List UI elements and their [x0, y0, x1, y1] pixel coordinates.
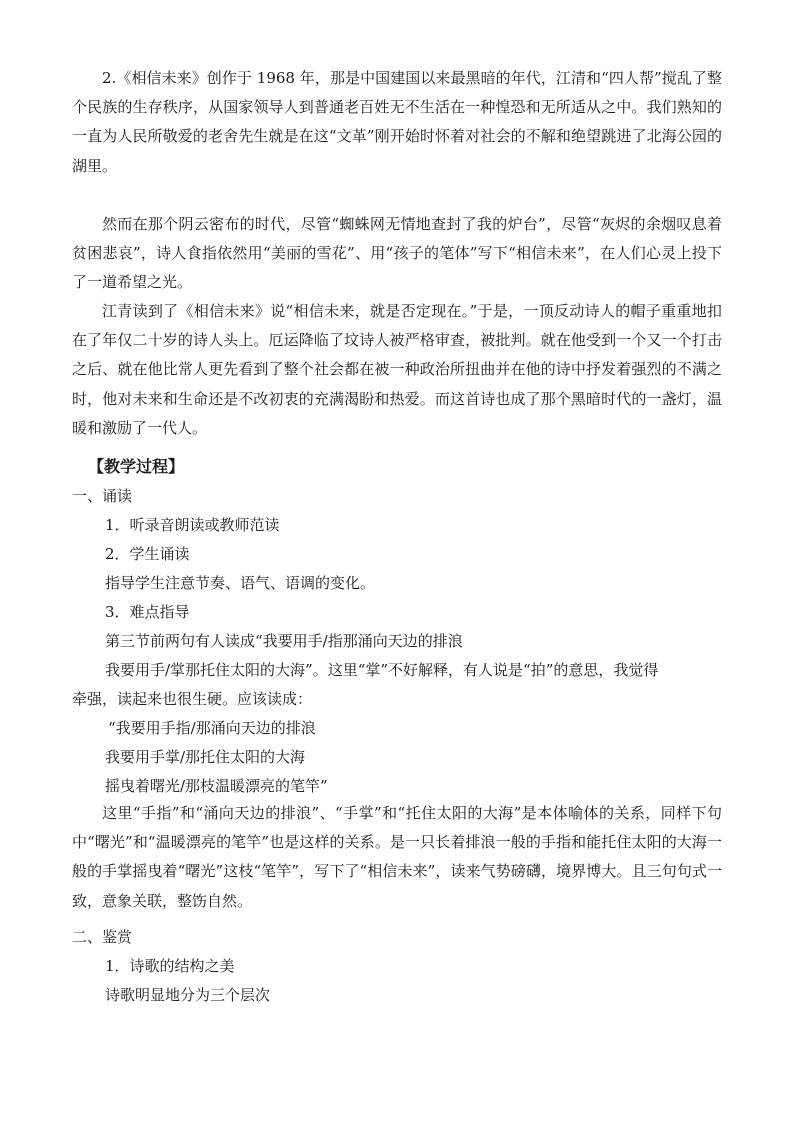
- list-item: 1．听录音朗读或教师范读: [105, 516, 280, 534]
- analysis-paragraph: [72, 799, 722, 916]
- paragraph: 江青读到了《相信未来》说“相信未来，就是否定现在。”于是，一顶反动诗人的帽子重重地扣在了年仅二十岁的诗人头上。厄运降临了坟诗人被严格审查，被批判。就在他受到一个又一个打击之后、就在他比常人更先看到了整个社会都在被一种政治所扭曲并在他的诗中抒发着强烈的不满之时，他对未来和生命还是不改初衷的充满渴盼和热爱。而这首诗也成了那个黑暗时代的一盏灯，温暖和激励了一代人。: [72, 302, 722, 437]
- paragraph: 然而在那个阴云密布的时代，尽管“蜘蛛网无情地查封了我的炉台”，尽管“灰烬的余烟叹息着贫困悲哀”，诗人食指依然用“美丽的雪花”、用“孩子的笔体”写下“相信未来”，在人们心灵上投下了一道希望之光。: [72, 215, 722, 292]
- quote-line: 我要用手掌/那托住太阳的大海: [105, 748, 306, 766]
- list-item-text: 第三节前两句有人读成“我要用手/指那涌向天边的排浪: [105, 632, 463, 650]
- quote-line: “我要用手指/那涌向天边的排浪: [108, 719, 316, 737]
- intro-paragraph-1: [72, 64, 722, 181]
- paragraph: 这里“手指”和“涌向天边的排浪”、“手掌”和“托住太阳的大海”是本体喻体的关系，同样下句中“曙光”和“温暖漂亮的笔竿”也是这样的关系。是一只长着排浪一般的手指和能托住太阳的大海一般的手掌摇曳着“曙光”这枝“笔竿”，写下了“相信未来”，读来气势磅礴，境界博大。且三句句式一致，意象关联，整饬自然。: [72, 804, 722, 910]
- paragraph: 2.《相信未来》创作于 1968 年，那是中国建国以来最黑暗的年代，江清和“四人帮”搅乱了整个民族的生存秩序，从国家领导人到普通老百姓无不生活在一种惶恐和无所适从之中。我们熟知的一直为人民所敬爱的老舍先生就是在这“文革”刚开始时怀着对社会的不解和绝望跳进了北海公园的湖里。: [72, 69, 722, 175]
- list-item-text: 牵强，读起来也很生硬。应该读成：: [72, 690, 313, 708]
- list-item-text: 指导学生注意节奏、语气、语调的变化。: [105, 574, 376, 592]
- intro-paragraph-2: [72, 210, 722, 298]
- list-item-text: 我要用手/掌那托住太阳的大海”。这里“掌”不好解释，有人说是“拍”的意思，我觉得: [105, 661, 659, 679]
- list-item: 1．诗歌的结构之美: [105, 957, 235, 975]
- heading-appreciation: 二、鉴赏: [72, 928, 133, 946]
- heading-recite: 一、诵读: [72, 487, 133, 505]
- section-title: 【教学过程】: [88, 457, 185, 476]
- quote-line: 摇曳着曙光/那枝温暖漂亮的笔竿”: [105, 777, 328, 795]
- list-item-text: 诗歌明显地分为三个层次: [105, 986, 271, 1004]
- list-item: 3．难点指导: [105, 603, 190, 621]
- list-item: 2．学生诵读: [105, 545, 190, 563]
- intro-paragraph-3: [72, 297, 722, 443]
